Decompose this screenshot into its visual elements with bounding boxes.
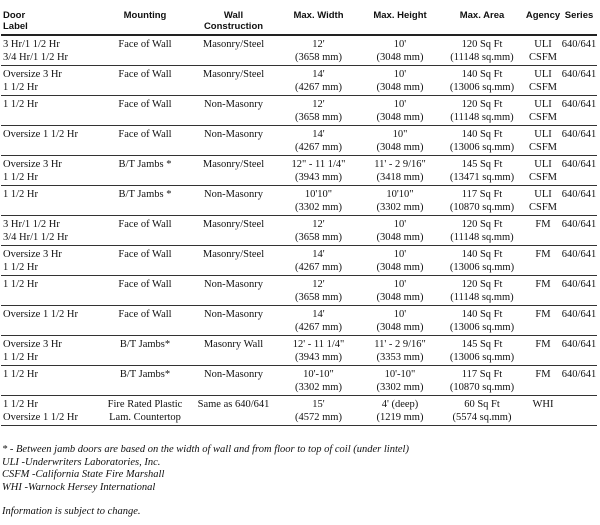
cell-line: 60 Sq Ft bbox=[464, 399, 500, 410]
cell-door-label bbox=[1, 126, 99, 156]
cell-height bbox=[361, 216, 439, 246]
cell-mounting: Face of Wall bbox=[99, 246, 191, 276]
cell-area bbox=[439, 216, 525, 246]
cell-area bbox=[439, 246, 525, 276]
cell-mounting: Face of Wall bbox=[99, 96, 191, 126]
cell-width bbox=[276, 156, 361, 186]
footnote-uli: ULI -Underwriters Laboratories, Inc. bbox=[2, 456, 161, 468]
table-row bbox=[1, 396, 597, 426]
cell-area bbox=[439, 396, 525, 426]
cell-door-label bbox=[1, 156, 99, 186]
cell-line: 140 Sq Ft bbox=[461, 309, 503, 320]
cell-door-label bbox=[1, 306, 99, 336]
cell-door-label bbox=[1, 396, 99, 426]
cell-line: 3 Hr/1 1/2 Hr bbox=[3, 39, 60, 50]
cell-line: (4267 mm) bbox=[295, 262, 342, 273]
header-max-area: Max. Area bbox=[439, 4, 525, 35]
cell-series: 640/641 bbox=[561, 306, 597, 336]
cell-line: Oversize 3 Hr bbox=[3, 159, 62, 170]
cell-wall: Non-Masonry bbox=[191, 366, 276, 396]
cell-height bbox=[361, 35, 439, 66]
cell-line: 145 Sq Ft bbox=[461, 339, 503, 350]
cell-line: 14' bbox=[312, 69, 325, 80]
cell-line: (3658 mm) bbox=[295, 52, 342, 63]
cell-line: CSFM bbox=[528, 82, 558, 93]
cell-area bbox=[439, 35, 525, 66]
cell-mounting: Face of Wall bbox=[99, 66, 191, 96]
cell-line: (3048 mm) bbox=[376, 322, 424, 333]
cell-series: 640/641 bbox=[561, 156, 597, 186]
cell-line: Fire Rated Plastic bbox=[107, 399, 183, 410]
cell-line: 140 Sq Ft bbox=[461, 249, 503, 260]
cell-door-label bbox=[1, 246, 99, 276]
cell-area bbox=[439, 66, 525, 96]
cell-line: 3 Hr/1 1/2 Hr bbox=[3, 219, 60, 230]
disclaimer: Information is subject to change. bbox=[2, 506, 141, 517]
cell-wall: Same as 640/641 bbox=[191, 396, 276, 426]
header-door-label-line2: Label bbox=[3, 21, 28, 32]
cell-line: (3302 mm) bbox=[376, 382, 424, 393]
cell-area bbox=[439, 306, 525, 336]
cell-line: Oversize 1 1/2 Hr bbox=[3, 412, 78, 423]
cell-line: 10'-10" bbox=[303, 369, 334, 380]
cell-agency bbox=[525, 276, 561, 306]
cell-mounting: B/T Jambs * bbox=[99, 186, 191, 216]
header-series: Series bbox=[561, 4, 597, 35]
cell-line: CSFM bbox=[528, 112, 558, 123]
cell-line: 10' bbox=[393, 219, 407, 230]
cell-line: 1 1/2 Hr bbox=[3, 399, 38, 410]
cell-width bbox=[276, 276, 361, 306]
cell-line: 1 1/2 Hr bbox=[3, 189, 38, 200]
cell-line: (3048 mm) bbox=[376, 112, 424, 123]
cell-line: 120 Sq Ft bbox=[461, 99, 503, 110]
cell-wall: Masonry Wall bbox=[191, 336, 276, 366]
cell-line: Oversize 1 1/2 Hr bbox=[3, 309, 78, 320]
cell-wall: Masonry/Steel bbox=[191, 216, 276, 246]
cell-width bbox=[276, 216, 361, 246]
cell-line: 10'10" bbox=[304, 189, 333, 200]
cell-line: 140 Sq Ft bbox=[461, 129, 503, 140]
cell-wall: Masonry/Steel bbox=[191, 156, 276, 186]
cell-agency bbox=[525, 156, 561, 186]
cell-line: FM bbox=[535, 369, 551, 380]
cell-height bbox=[361, 126, 439, 156]
cell-width bbox=[276, 246, 361, 276]
cell-mounting: B/T Jambs * bbox=[99, 156, 191, 186]
cell-line: 10' bbox=[393, 39, 407, 50]
cell-line: (3658 mm) bbox=[295, 232, 342, 243]
table-row bbox=[1, 66, 597, 96]
cell-wall: Non-Masonry bbox=[191, 126, 276, 156]
header-door-label-line1: Door bbox=[3, 10, 26, 21]
cell-line: 1 1/2 Hr bbox=[3, 352, 38, 363]
footnote-jambs: * - Between jamb doors are based on the width of wall and from floor to top of coil (under lintel) bbox=[2, 444, 409, 455]
cell-agency bbox=[525, 366, 561, 396]
table-row bbox=[1, 186, 597, 216]
cell-door-label bbox=[1, 276, 99, 306]
cell-agency bbox=[525, 96, 561, 126]
cell-line: 1 1/2 Hr bbox=[3, 279, 38, 290]
cell-line: (3048 mm) bbox=[376, 142, 424, 153]
cell-line: ULI bbox=[534, 189, 552, 200]
cell-mounting: Face of Wall bbox=[99, 126, 191, 156]
cell-line: 145 Sq Ft bbox=[461, 159, 503, 170]
table-row bbox=[1, 336, 597, 366]
cell-door-label bbox=[1, 66, 99, 96]
cell-line: 10' bbox=[393, 249, 407, 260]
cell-line: 12' bbox=[312, 99, 325, 110]
cell-line: 14' bbox=[312, 129, 325, 140]
cell-agency bbox=[525, 126, 561, 156]
cell-line: ULI bbox=[534, 129, 552, 140]
cell-wall: Non-Masonry bbox=[191, 96, 276, 126]
cell-line: Lam. Countertop bbox=[109, 412, 181, 423]
table-row bbox=[1, 216, 597, 246]
cell-line: (3048 mm) bbox=[376, 262, 424, 273]
cell-agency bbox=[525, 396, 561, 426]
cell-line: (10870 sq.mm) bbox=[449, 382, 515, 393]
cell-line: 10' bbox=[393, 99, 407, 110]
cell-line: 1 1/2 Hr bbox=[3, 369, 38, 380]
cell-line: (13006 sq.mm) bbox=[449, 142, 515, 153]
header-row bbox=[1, 4, 597, 35]
door-spec-table bbox=[1, 4, 597, 426]
table-row bbox=[1, 306, 597, 336]
cell-series: 640/641 bbox=[561, 366, 597, 396]
cell-line: ULI bbox=[534, 69, 552, 80]
cell-line: 140 Sq Ft bbox=[461, 69, 503, 80]
cell-wall: Masonry/Steel bbox=[191, 66, 276, 96]
cell-line: (13006 sq.mm) bbox=[449, 352, 515, 363]
cell-line: (13471 sq.mm) bbox=[449, 172, 515, 183]
table-row bbox=[1, 366, 597, 396]
cell-line: 117 Sq Ft bbox=[461, 369, 503, 380]
cell-line: 12" - 11 1/4" bbox=[291, 159, 346, 170]
cell-series: 640/641 bbox=[561, 66, 597, 96]
cell-line: 14' bbox=[312, 249, 325, 260]
table-row bbox=[1, 276, 597, 306]
cell-line: (3302 mm) bbox=[376, 202, 424, 213]
cell-height bbox=[361, 156, 439, 186]
footnote-csfm: CSFM -California State Fire Marshall bbox=[2, 469, 165, 480]
cell-agency bbox=[525, 336, 561, 366]
cell-area bbox=[439, 336, 525, 366]
cell-line: FM bbox=[535, 249, 551, 260]
cell-mounting: Face of Wall bbox=[99, 276, 191, 306]
cell-wall: Masonry/Steel bbox=[191, 246, 276, 276]
cell-line: 11' - 2 9/16" bbox=[374, 339, 426, 350]
cell-line: 10' bbox=[393, 69, 407, 80]
cell-door-label bbox=[1, 96, 99, 126]
cell-series: 640/641 bbox=[561, 246, 597, 276]
cell-line: 1 1/2 Hr bbox=[3, 172, 38, 183]
cell-width bbox=[276, 336, 361, 366]
header-wall-construction bbox=[191, 4, 276, 35]
cell-agency bbox=[525, 246, 561, 276]
table-row bbox=[1, 246, 597, 276]
header-max-width: Max. Width bbox=[276, 4, 361, 35]
cell-line: (4267 mm) bbox=[295, 82, 342, 93]
cell-line: 1 1/2 Hr bbox=[3, 262, 38, 273]
cell-line: 120 Sq Ft bbox=[461, 279, 503, 290]
header-wall-line1: Wall bbox=[223, 10, 244, 21]
cell-line: 12' bbox=[312, 219, 325, 230]
cell-door-label bbox=[1, 336, 99, 366]
cell-height bbox=[361, 306, 439, 336]
cell-series: 640/641 bbox=[561, 216, 597, 246]
cell-wall: Non-Masonry bbox=[191, 306, 276, 336]
cell-line: (13006 sq.mm) bbox=[449, 82, 515, 93]
cell-agency bbox=[525, 306, 561, 336]
cell-line: 10' bbox=[393, 279, 407, 290]
cell-agency bbox=[525, 66, 561, 96]
cell-line: 10'10" bbox=[386, 189, 414, 200]
cell-line: CSFM bbox=[528, 142, 558, 153]
cell-line: (3302 mm) bbox=[295, 382, 342, 393]
cell-area bbox=[439, 96, 525, 126]
cell-mounting: Face of Wall bbox=[99, 35, 191, 66]
cell-wall: Non-Masonry bbox=[191, 186, 276, 216]
cell-line: ULI bbox=[534, 99, 552, 110]
cell-area bbox=[439, 126, 525, 156]
cell-line: 4' (deep) bbox=[381, 399, 419, 410]
cell-line: 12' bbox=[312, 279, 325, 290]
header-agency: Agency bbox=[525, 4, 561, 35]
cell-mounting bbox=[99, 396, 191, 426]
cell-line: (3048 mm) bbox=[376, 292, 424, 303]
footnotes bbox=[2, 444, 409, 494]
cell-door-label bbox=[1, 366, 99, 396]
header-max-height: Max. Height bbox=[361, 4, 439, 35]
cell-line: ULI bbox=[534, 39, 552, 50]
cell-door-label bbox=[1, 216, 99, 246]
cell-series: 640/641 bbox=[561, 276, 597, 306]
footnote-whi: WHI -Warnock Hersey International bbox=[2, 481, 156, 493]
cell-line: FM bbox=[535, 309, 551, 320]
cell-wall: Non-Masonry bbox=[191, 276, 276, 306]
cell-line: (3943 mm) bbox=[295, 172, 342, 183]
cell-line: (3943 mm) bbox=[295, 352, 342, 363]
cell-area bbox=[439, 156, 525, 186]
header-door-label bbox=[1, 4, 99, 35]
cell-line: (5574 sq.mm) bbox=[452, 412, 512, 423]
cell-line: Oversize 3 Hr bbox=[3, 339, 62, 350]
cell-series: 640/641 bbox=[561, 35, 597, 66]
cell-height bbox=[361, 366, 439, 396]
cell-mounting: Face of Wall bbox=[99, 306, 191, 336]
cell-line: (3658 mm) bbox=[295, 292, 342, 303]
cell-line: (10870 sq.mm) bbox=[449, 202, 515, 213]
cell-line: (13006 sq.mm) bbox=[449, 262, 515, 273]
cell-line: 120 Sq Ft bbox=[461, 219, 503, 230]
cell-line: (3048 mm) bbox=[376, 82, 424, 93]
cell-line: (11148 sq.mm) bbox=[450, 292, 514, 303]
cell-line: (3418 mm) bbox=[376, 172, 424, 183]
cell-line: (4572 mm) bbox=[295, 412, 342, 423]
cell-line: 10" bbox=[392, 129, 408, 140]
cell-line: (11148 sq.mm) bbox=[450, 232, 514, 243]
cell-line: FM bbox=[535, 339, 551, 350]
cell-height bbox=[361, 276, 439, 306]
cell-line: (3048 mm) bbox=[376, 52, 424, 63]
cell-agency bbox=[525, 216, 561, 246]
cell-line: 120 Sq Ft bbox=[461, 39, 503, 50]
cell-line: 1 1/2 Hr bbox=[3, 82, 38, 93]
cell-width bbox=[276, 96, 361, 126]
cell-door-label bbox=[1, 186, 99, 216]
cell-height bbox=[361, 66, 439, 96]
cell-mounting: Face of Wall bbox=[99, 216, 191, 246]
cell-line: WHI bbox=[532, 399, 554, 410]
cell-line: 15' bbox=[312, 399, 325, 410]
table-header bbox=[1, 4, 597, 35]
cell-mounting: B/T Jambs* bbox=[99, 366, 191, 396]
cell-area bbox=[439, 366, 525, 396]
cell-door-label bbox=[1, 35, 99, 66]
cell-line: 14' bbox=[312, 309, 325, 320]
cell-width bbox=[276, 186, 361, 216]
cell-width bbox=[276, 66, 361, 96]
cell-wall: Masonry/Steel bbox=[191, 35, 276, 66]
cell-line: 10' bbox=[393, 309, 407, 320]
cell-series: 640/641 bbox=[561, 126, 597, 156]
cell-line: (3302 mm) bbox=[295, 202, 342, 213]
cell-line: (3048 mm) bbox=[376, 232, 424, 243]
cell-line: (13006 sq.mm) bbox=[449, 322, 515, 333]
cell-line: (1219 mm) bbox=[376, 412, 424, 423]
cell-width bbox=[276, 126, 361, 156]
table-body bbox=[1, 35, 597, 426]
cell-line: ULI bbox=[534, 159, 552, 170]
cell-series bbox=[561, 396, 597, 426]
cell-line: Oversize 3 Hr bbox=[3, 69, 62, 80]
cell-agency bbox=[525, 35, 561, 66]
cell-line: 11' - 2 9/16" bbox=[374, 159, 426, 170]
cell-line: (3353 mm) bbox=[376, 352, 424, 363]
header-wall-line2: Construction bbox=[203, 21, 264, 32]
cell-line: 12' - 11 1/4" bbox=[292, 339, 345, 350]
cell-line: Oversize 1 1/2 Hr bbox=[3, 129, 78, 140]
cell-line: 10'-10" bbox=[384, 369, 416, 380]
cell-series: 640/641 bbox=[561, 336, 597, 366]
cell-width bbox=[276, 396, 361, 426]
cell-line: CSFM bbox=[528, 202, 558, 213]
cell-line: (4267 mm) bbox=[295, 142, 342, 153]
cell-line: (4267 mm) bbox=[295, 322, 342, 333]
table-row bbox=[1, 156, 597, 186]
cell-width bbox=[276, 35, 361, 66]
cell-mounting: B/T Jambs* bbox=[99, 336, 191, 366]
cell-line: Oversize 3 Hr bbox=[3, 249, 62, 260]
cell-line: CSFM bbox=[528, 172, 558, 183]
cell-agency bbox=[525, 186, 561, 216]
cell-line: CSFM bbox=[528, 52, 558, 63]
cell-series: 640/641 bbox=[561, 186, 597, 216]
cell-area bbox=[439, 186, 525, 216]
cell-line: (11148 sq.mm) bbox=[450, 112, 514, 123]
cell-series: 640/641 bbox=[561, 96, 597, 126]
cell-line: 12' bbox=[312, 39, 325, 50]
cell-height bbox=[361, 96, 439, 126]
cell-height bbox=[361, 396, 439, 426]
table-row bbox=[1, 35, 597, 66]
cell-line: 117 Sq Ft bbox=[461, 189, 503, 200]
cell-height bbox=[361, 336, 439, 366]
cell-area bbox=[439, 276, 525, 306]
cell-line: FM bbox=[535, 219, 551, 230]
cell-height bbox=[361, 186, 439, 216]
cell-line: 1 1/2 Hr bbox=[3, 99, 38, 110]
header-mounting: Mounting bbox=[99, 4, 191, 35]
cell-line: (11148 sq.mm) bbox=[450, 52, 514, 63]
cell-line: FM bbox=[535, 279, 551, 290]
cell-line: (3658 mm) bbox=[295, 112, 342, 123]
cell-width bbox=[276, 366, 361, 396]
table-row bbox=[1, 96, 597, 126]
cell-width bbox=[276, 306, 361, 336]
table-row bbox=[1, 126, 597, 156]
cell-height bbox=[361, 246, 439, 276]
cell-line: 3/4 Hr/1 1/2 Hr bbox=[3, 232, 69, 243]
cell-line: 3/4 Hr/1 1/2 Hr bbox=[3, 52, 69, 63]
